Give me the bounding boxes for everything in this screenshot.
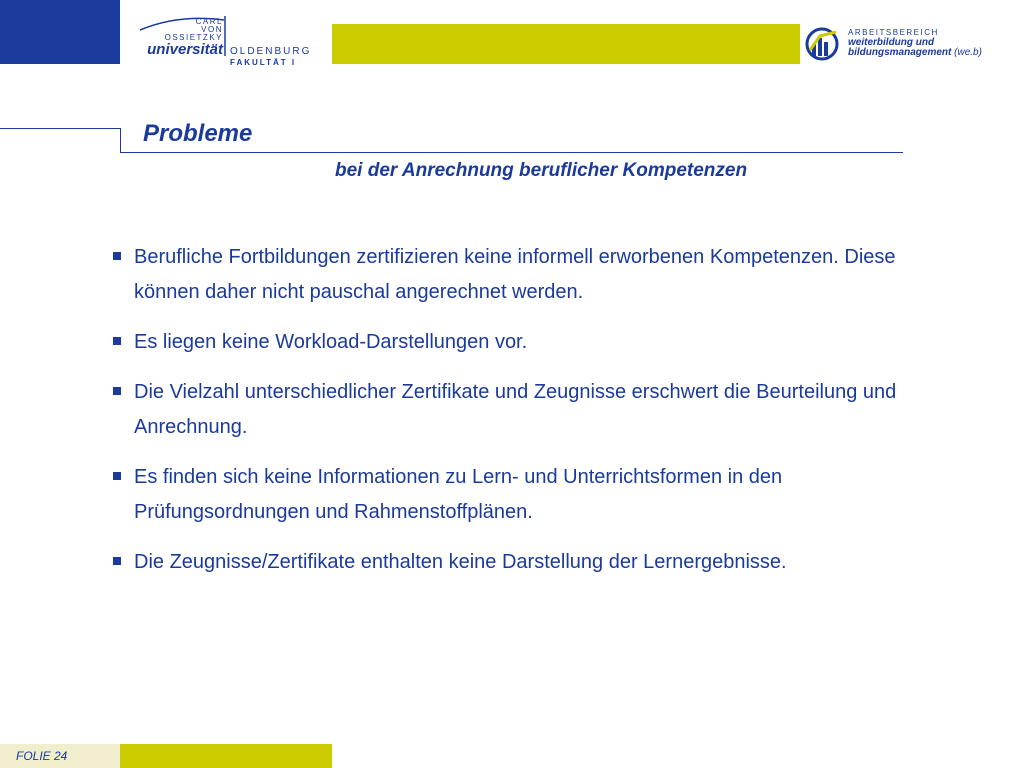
header-blue-block xyxy=(0,0,120,64)
title-rule-right xyxy=(120,152,903,153)
bullet-text: Es finden sich keine Informationen zu Lern- und Unterrichtsformen in den Prüfungsordnungen und Rahmenstoffplänen. xyxy=(134,466,783,523)
department-logo-line3: bildungsmanagement xyxy=(848,47,952,58)
logo-text-ossietzky: OSSIETZKY xyxy=(164,33,223,42)
slide-number: FOLIE 24 xyxy=(16,749,68,763)
title-rule-step xyxy=(120,128,121,153)
department-logo-suffix: (we.b) xyxy=(954,47,982,58)
bullet-item xyxy=(110,325,910,360)
department-logo-line1: ARBEITSBEREICH xyxy=(848,28,939,37)
department-emblem-icon xyxy=(802,26,842,62)
department-logo-text xyxy=(848,28,982,58)
bullet-square-icon xyxy=(113,557,121,565)
department-logo-line2: weiterbildung und xyxy=(848,37,935,48)
footer-green-band xyxy=(120,744,332,768)
slide-subtitle: bei der Anrechnung beruflicher Kompetenzen xyxy=(335,160,748,181)
bullet-item xyxy=(110,240,910,310)
title-rule-left xyxy=(0,128,120,129)
department-logo xyxy=(800,24,1024,64)
bullet-list xyxy=(110,240,910,595)
logo-text-universitaet: universität xyxy=(147,41,223,58)
logo-text-von: VON xyxy=(201,25,223,34)
bullet-square-icon xyxy=(113,337,121,345)
bullet-square-icon xyxy=(113,252,121,260)
university-logo xyxy=(128,10,328,72)
bullet-item xyxy=(110,545,910,580)
logo-text-fakultaet: FAKULTÄT I xyxy=(230,58,297,67)
bullet-item xyxy=(110,375,910,445)
footer-slide-label xyxy=(0,744,120,768)
bullet-text: Es liegen keine Workload-Darstellungen vor. xyxy=(134,331,528,353)
bullet-square-icon xyxy=(113,472,121,480)
bullet-text: Die Vielzahl unterschiedlicher Zertifikate und Zeugnisse erschwert die Beurteilung und Anrechnung. xyxy=(134,381,897,438)
slide-title: Probleme xyxy=(143,120,253,147)
logo-text-carl: CARL xyxy=(195,17,223,26)
bullet-text: Die Zeugnisse/Zertifikate enthalten keine Darstellung der Lernergebnisse. xyxy=(134,551,787,573)
bullet-text: Berufliche Fortbildungen zertifizieren keine informell erworbenen Kompetenzen. Diese können daher nicht pauschal angerechnet werden. xyxy=(134,246,896,303)
department-logo-line3-wrap xyxy=(848,48,982,58)
bullet-square-icon xyxy=(113,387,121,395)
logo-text-oldenburg: OLDENBURG xyxy=(230,46,312,57)
bullet-item xyxy=(110,460,910,530)
